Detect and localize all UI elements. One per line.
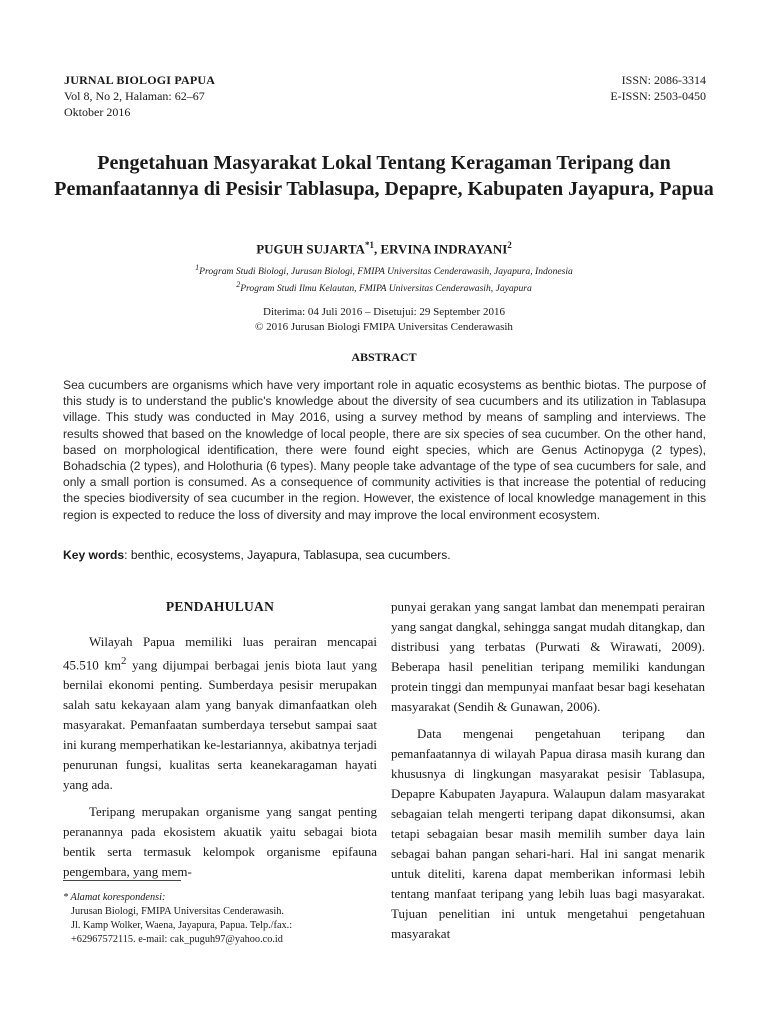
affiliation-1 [0, 261, 768, 278]
paragraph-text: yang dijumpai berbagai jenis biota laut yang bernilai ekonomi penting. Sumberdaya pesisir merupakan salah satu kekayaan alam yang banyak dimanfaatkan oleh masyarakat. Pemanfaatan sumberdaya tersebut sampai saat ini kurang memperhatikan ke-lestariannya, akibatnya terjadi penurunan fungsi, kualitas serta keanekaragaman hayati yang ada. [63, 657, 377, 792]
affiliation-2 [0, 278, 768, 295]
journal-volume: Vol 8, No 2, Halaman: 62–67 [64, 89, 205, 103]
paragraph [63, 632, 377, 795]
paragraph: Data mengenai pengetahuan teripang dan pemanfaatannya di wilayah Papua dirasa masih kurang dan khususnya di lingkungan masyarakat pesisir Tablasupa, Depapre Kabupaten Jayapura. Walaupun dalam masyarakat sebagaian telah mengerti teripang dapat dikonsumsi, akan tetapi sebagaian besar masih memilih sumber daya lain sebagai bahan pangan sehari-hari. Hal ini sangat menarik untuk diteliti, karena dapat memberikan informasi lebih tentang manfaat teripang yang lebih luas bagi masyarakat. Tujuan penelitian ini untuk mengetahui pengetahuan masyarakat [391, 726, 705, 941]
affiliation-text: Program Studi Biologi, Jurusan Biologi, FMIPA Universitas Cenderawasih, Jayapura, Indonesia [199, 266, 573, 278]
section-heading: PENDAHULUAN [165, 599, 275, 614]
paragraph-text: Wilayah Papua memiliki luas perairan mencapai 45.510 km [63, 633, 377, 673]
journal-name: JURNAL BIOLOGI PAPUA [64, 73, 216, 87]
affiliation-text: Program Studi Ilmu Kelautan, FMIPA Universitas Cenderawasih, Jayapura [240, 283, 532, 295]
paper-title: Pengetahuan Masyarakat Lokal Tentang Keragaman Teripang dan Pemanfaatannya di Pesisir Tablasupa, Depapre, Kabupaten Jayapura, Papua [54, 152, 714, 200]
author-separator: , [373, 241, 381, 257]
eissn: E-ISSN: 2503-0450 [610, 89, 706, 103]
author-marker: 2 [507, 240, 512, 250]
superscript: 2 [120, 654, 127, 667]
abstract-text: Sea cucumbers are organisms which have very important role in aquatic ecosystems as benthic biotas. The purpose of this study is to understand the public's knowledge about the diversity of sea cucumbers and its utilization in Tablasupa village. This study was conducted in May 2016, using a survey method by means of sampling and interviews. The results showed that based on the knowledge of local people, there are six species of sea cucumber. On the other hand, based on morphological identification, there were found eight species, which are Genus Actinopyga (2 types), Bohadschia (2 types), and Holothuria (6 types). Many people take advantage of the type of sea cucumbers for sale, and only a small portion is consumed. As a consequence of community activities is that increase the potential of reducing the species biodiversity of sea cucumber in the region. However, the existence of local knowledge management in this region is expected to reduce the loss of diversity and may improve the local environment ecosystem. [63, 378, 706, 522]
keywords-list: : benthic, ecosystems, Jayapura, Tablasupa, sea cucumbers. [124, 548, 451, 562]
author-name: PUGUH SUJARTA [256, 241, 365, 257]
paragraph: punyai gerakan yang sangat lambat dan menempati perairan yang sangat dangkal, sehingga sangat mudah ditangkap, dan distribusi yang terbatas (Purwati & Wirawati, 2009). Beberapa hasil penelitian teripang memiliki kandungan protein tinggi dan mempunyai manfaat besar bagi kesehatan masyarakat (Sendih & Gunawan, 2006). [391, 599, 705, 714]
footnote-line: Jl. Kamp Wolker, Waena, Jayapura, Papua. Telp./fax.: [71, 920, 293, 931]
journal-date: Oktober 2016 [64, 105, 131, 119]
issn: ISSN: 2086-3314 [621, 73, 706, 87]
author-marker: *1 [364, 240, 374, 250]
correspondence-footnote [63, 891, 379, 947]
issn-block [610, 72, 706, 104]
journal-header [64, 72, 215, 120]
footnote-divider [63, 880, 181, 881]
abstract-heading: ABSTRACT [351, 350, 417, 364]
keywords [63, 548, 706, 562]
author-list [0, 240, 768, 257]
publication-dates [0, 305, 768, 335]
affiliation-marker: 2 [236, 280, 241, 290]
copyright: © 2016 Jurusan Biologi FMIPA Universitas Cenderawasih [255, 321, 513, 333]
keywords-label: Key words [63, 548, 125, 562]
received-accepted: Diterima: 04 Juli 2016 – Disetujui: 29 September 2016 [263, 306, 505, 318]
author-name: ERVINA INDRAYANI [380, 241, 508, 257]
left-column [63, 597, 377, 882]
footnote-line: +62967572115. e-mail: cak_puguh97@yahoo.co.id [71, 934, 283, 945]
footnote-heading: * Alamat korespondensi: [63, 892, 166, 903]
footnote-line: Jurusan Biologi, FMIPA Universitas Cenderawasih. [71, 906, 284, 917]
affiliation-marker: 1 [195, 263, 200, 272]
affiliations [0, 261, 768, 295]
paragraph: Teripang merupakan organisme yang sangat penting peranannya pada ekosistem akuatik yaitu sebagai biota bentik serta termasuk kelompok organisme epifauna pengembara, yang mem- [63, 804, 377, 880]
right-column [391, 597, 705, 943]
